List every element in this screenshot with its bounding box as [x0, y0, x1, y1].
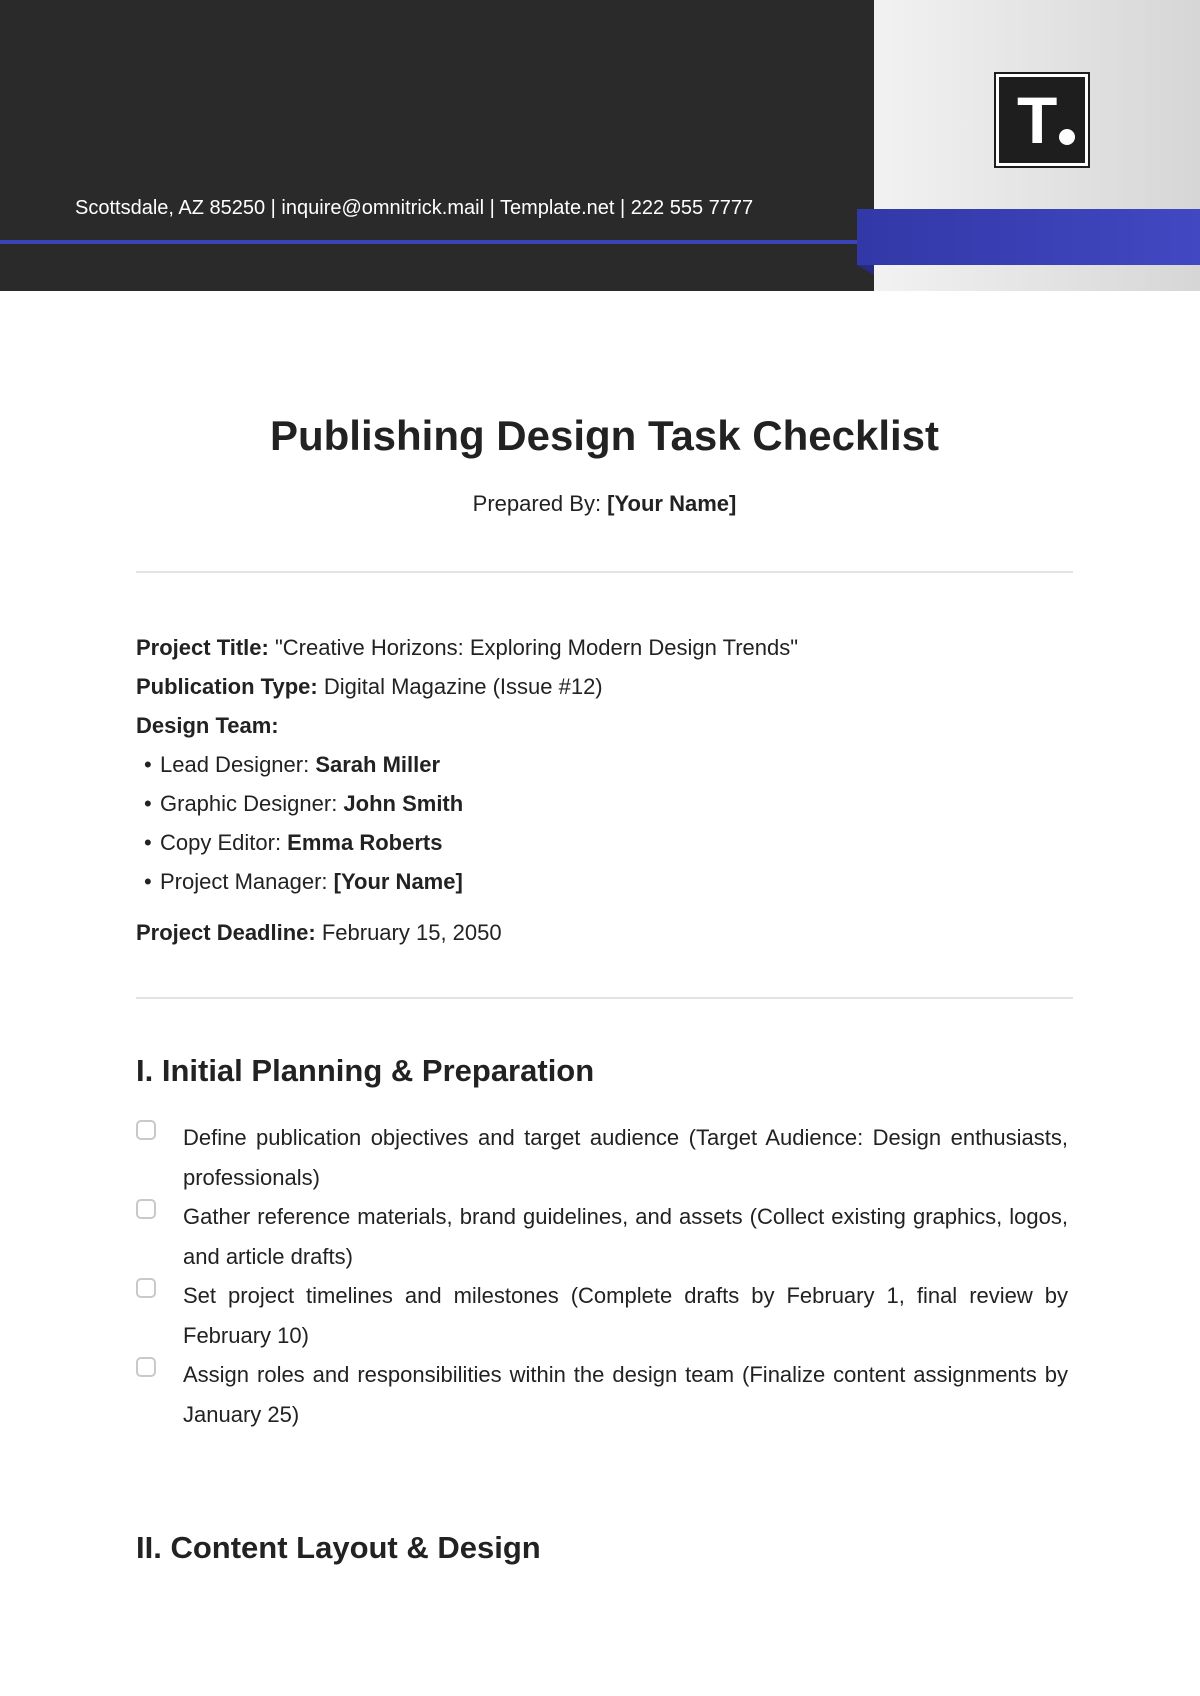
checklist-item-text: Define publication objectives and target audience (Target Audience: Design enthusiasts, professionals): [183, 1125, 1068, 1190]
publication-type-row: [136, 667, 1076, 706]
design-team-list: [136, 745, 1076, 901]
team-member: [136, 784, 1076, 823]
project-deadline-label: Project Deadline:: [136, 920, 316, 945]
checklist-item-text: Gather reference materials, brand guidelines, and assets (Collect existing graphics, logos, and article drafts): [183, 1204, 1068, 1269]
checklist-item: [136, 1118, 1068, 1197]
checklist-item: [136, 1197, 1068, 1276]
company-logo: [994, 72, 1090, 168]
checklist-item-text: Assign roles and responsibilities within the design team (Finalize content assignments by January 25): [183, 1362, 1068, 1427]
divider-middle: [136, 997, 1073, 999]
team-role: Graphic Designer:: [160, 791, 344, 816]
project-deadline-row: [136, 913, 1076, 952]
team-name: Sarah Miller: [315, 752, 441, 777]
accent-ribbon-fold: [857, 265, 874, 275]
logo-dot: [1059, 129, 1075, 145]
team-member: [136, 862, 1076, 901]
section-heading-content-layout: II. Content Layout & Design: [136, 1530, 541, 1565]
checkbox[interactable]: [136, 1199, 156, 1219]
team-role: Copy Editor:: [160, 830, 288, 855]
team-role: Project Manager:: [160, 869, 334, 894]
prepared-by-label: Prepared By:: [472, 491, 608, 516]
design-team-label: Design Team:: [136, 713, 279, 738]
project-deadline-value: February 15, 2050: [315, 920, 502, 945]
accent-ribbon: [857, 209, 1200, 265]
divider-top: [136, 571, 1073, 573]
project-info: [136, 628, 1076, 952]
checklist-initial-planning: [136, 1118, 1068, 1434]
accent-line: [0, 240, 860, 244]
team-role: Lead Designer:: [160, 752, 316, 777]
project-title-label: Project Title:: [136, 635, 269, 660]
checklist-item-text: Set project timelines and milestones (Complete drafts by February 1, final review by February 10): [183, 1283, 1068, 1348]
team-name: Emma Roberts: [287, 830, 443, 855]
document-title: Publishing Design Task Checklist: [269, 412, 940, 459]
logo-mark: [999, 77, 1085, 163]
team-member: [136, 823, 1076, 862]
letterhead: [0, 0, 1200, 291]
checkbox[interactable]: [136, 1357, 156, 1377]
team-name: John Smith: [343, 791, 464, 816]
letterhead-dark-panel: [0, 0, 874, 291]
publication-type-label: Publication Type:: [136, 674, 318, 699]
contact-line: Scottsdale, AZ 85250 | inquire@omnitrick.mail | Template.net | 222 555 7777: [75, 197, 754, 219]
checklist-item: [136, 1355, 1068, 1434]
checkbox[interactable]: [136, 1278, 156, 1298]
project-title-row: [136, 628, 1076, 667]
publication-type-value: Digital Magazine (Issue #12): [317, 674, 603, 699]
section-heading-initial-planning: I. Initial Planning & Preparation: [136, 1053, 595, 1088]
checkbox[interactable]: [136, 1120, 156, 1140]
team-member: [136, 745, 1076, 784]
logo-letter: T: [1017, 83, 1058, 157]
design-team-row: [136, 706, 1076, 745]
checklist-item: [136, 1276, 1068, 1355]
prepared-by-value: [Your Name]: [607, 491, 737, 516]
team-name: [Your Name]: [333, 869, 463, 894]
project-title-value: "Creative Horizons: Exploring Modern Design Trends": [268, 635, 799, 660]
prepared-by: [0, 491, 1200, 517]
